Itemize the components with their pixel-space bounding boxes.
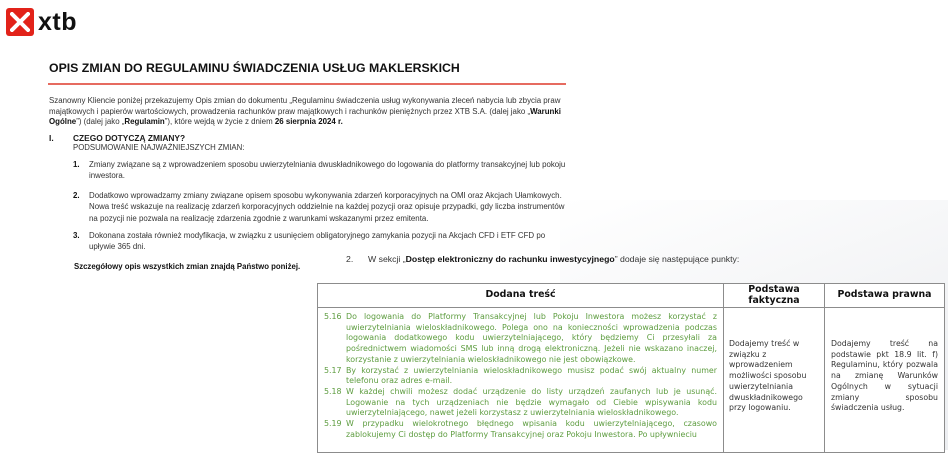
intro-effective-date: 26 sierpnia 2024 r. — [274, 117, 343, 127]
intro-warunki-label: Warunki Ogólne — [49, 106, 561, 127]
added-content-cell — [324, 312, 717, 440]
title-divider — [48, 83, 566, 85]
intro-text-2: ”) (dalej jako „ — [76, 117, 125, 127]
added-point — [324, 312, 717, 366]
added-point-number: 5.18 — [324, 386, 342, 396]
column-divider — [723, 308, 724, 452]
point-2-section-name: Dostęp elektroniczny do rachunku inwestycyjnego — [405, 254, 615, 264]
section-subheading: PODSUMOWANIE NAJWAŻNIEJSZYCH ZMIAN: — [73, 143, 245, 152]
changes-table — [317, 283, 945, 453]
section-heading: CZEGO DOTYCZĄ ZMIANY? — [73, 133, 186, 143]
added-point — [324, 419, 717, 440]
added-point-text: Do logowania do Platformy Transakcyjnej lub Pokoju Inwestora możesz korzystać z uwierzytelniania wieloskładnikowego. Polega ono na konieczności wprowadzenia podczas logowania dodatkowego kodu uwierzytelniającego, który będziemy Ci przesyłali za pośrednictwem wiadomości SMS lub inną drogą elektroniczną. Jeżeli nie wskazano inaczej, korzystanie z uwierzytelniania wieloskładnikowego nie jest obowiązkowe. — [346, 312, 717, 364]
added-point-number: 5.17 — [324, 365, 342, 375]
intro-regulamin-label: Regulamin — [124, 117, 165, 127]
summary-item — [73, 190, 566, 224]
details-note: Szczegółowy opis wszystkich zmian znajdą Państwo poniżej. — [74, 262, 301, 271]
point-2-prefix: W sekcji „ — [368, 254, 406, 264]
added-point-text: W przypadku wielokrotnego błędnego wpisania kodu uwierzytelniającego, czasowo zablokujemy Ci dostęp do Platformy Transakcyjnej oraz Pokoju Inwestora. Po upływnieciu — [346, 419, 717, 439]
summary-item-text: Dokonana została również modyfikacja, w związku z usunięciem obligatoryjnego zamykania pozycji na Akcjach CFD i ETF CFD po upływie 365 dni. — [89, 231, 546, 252]
intro-paragraph — [49, 96, 561, 128]
intro-text-1: Szanowny Kliencie poniżej przekazujemy Opis zmian do dokumentu „Regulaminu świadczenia usług wykonywania zleceń nabycia lub zbycia praw majątkowych i papierów wartościowych, prowadzenia rachunków praw majątkowych i rachunków pieniężnych przez XTB S.A. (dalej jako „ — [49, 96, 561, 116]
point-2-intro — [346, 254, 739, 264]
added-point — [324, 366, 717, 387]
column-divider — [824, 308, 825, 452]
summary-item-number: 3. — [73, 231, 80, 240]
intro-text-3: ”), które wejdą w życie z dniem — [164, 117, 275, 127]
added-point-text: W każdej chwili możesz dodać urządzenie do listy urządzeń zaufanych lub je usunąć. Logowanie na tych urządzeniach nie będzie wymagało od Ciebie wpisywania kodu uwierzytelniającego, nawet jeżeli korzystasz z uwierzytelniania wieloskładnikowego. — [346, 386, 717, 418]
summary-item-text: Dodatkowo wprowadzamy zmiany związane opisem sposobu wykonywania zdarzeń korporacyjnych na OMI oraz Akcjach Ułamkowych. Nowa treść wskazuje na realizację zdarzeń korporacyjnych oddzielnie na każdej pozycji oraz opisuje przypadki, gdy liczba instrumentów na pozycji nie pozwala na realizację zdarzenia zgodnie z warunkami wskazanymi przez emitenta. — [89, 191, 565, 223]
header-factual-basis: Podstawa faktyczna — [723, 284, 824, 308]
added-point-number: 5.16 — [324, 312, 342, 321]
summary-item-text: Zmiany związane są z wprowadzeniem sposobu uwierzytelniania dwuskładnikowego do logowania do platformy transakcyjnej lub pokoju inwestora. — [89, 160, 566, 181]
xtb-logo — [6, 8, 77, 36]
summary-item — [73, 159, 566, 182]
factual-basis-cell: Dodajemy treść w związku z wprowadzeniem możliwości sposobu uwierzytelniania dwuskładnikowego przy logowaniu. — [729, 339, 807, 413]
header-added-content: Dodana treść — [318, 284, 723, 308]
point-2-suffix: ” dodaje się następujące punkty: — [614, 254, 740, 264]
summary-item — [73, 230, 566, 253]
xtb-x-icon — [6, 8, 34, 36]
added-point — [324, 387, 717, 419]
added-point-number: 5.19 — [324, 419, 342, 429]
added-point-text: By korzystać z uwierzytelniania wieloskładnikowego musisz podać swój aktualny numer telefonu oraz adres e-mail. — [346, 365, 717, 386]
legal-basis-cell: Dodajemy treść na podstawie pkt 18.9 lit. f) Regulaminu, który pozwala na zmianę Warunków Ogólnych w sytuacji zmiany sposobu świadczenia usług. — [831, 339, 938, 413]
summary-item-number: 2. — [73, 191, 80, 200]
summary-item-number: 1. — [73, 160, 80, 169]
document-title: OPIS ZMIAN DO REGULAMINU ŚWIADCZENIA USŁUG MAKLERSKICH — [49, 61, 460, 75]
header-legal-basis: Podstawa prawna — [824, 284, 944, 308]
logo-text: xtb — [38, 8, 77, 36]
section-number: I. — [49, 133, 54, 143]
point-2-number: 2. — [346, 254, 354, 264]
